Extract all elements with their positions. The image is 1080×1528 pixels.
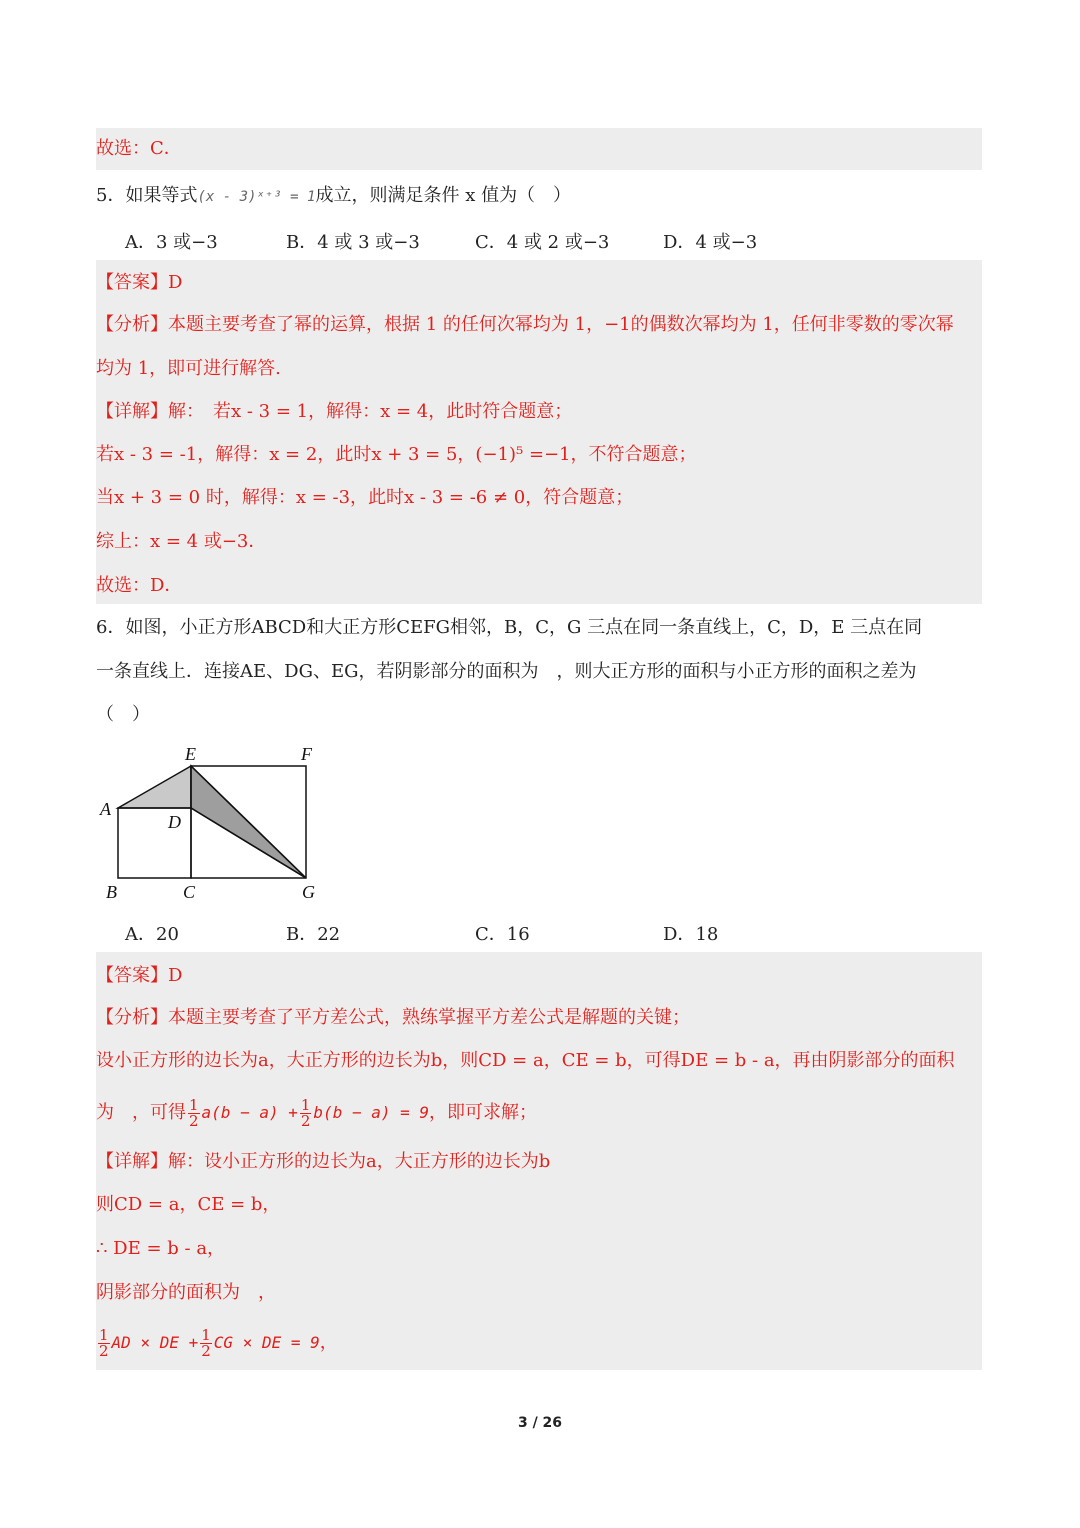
fraction-numerator: 1 <box>99 1325 109 1344</box>
q6-option-d <box>663 920 718 946</box>
q6-analysis-text2: 设小正方形的边长为a，大正方形的边长为b，则CD = a，CE = b，可得DE = b - a，再由阴影部分的面积 <box>96 1050 955 1071</box>
q5-answer <box>96 260 982 302</box>
label-b: B <box>106 882 117 902</box>
q5-analysis-text2: 均为 1，即可进行解答. <box>96 358 281 379</box>
q6-analysis-text3-post: ，即可求解； <box>429 1102 538 1123</box>
q4-conclusion <box>96 128 982 170</box>
q6-detail-line2 <box>96 1182 982 1228</box>
label-a: A <box>100 799 111 819</box>
q5-suffix: 成立，则满足条件 x 值为（ ） <box>315 185 572 206</box>
q5-answer-text: 【答案】D <box>96 272 183 293</box>
label-c: C <box>183 882 196 902</box>
q5-detail-line4 <box>96 520 982 564</box>
q5-conclusion-text: 故选：D． <box>96 575 183 596</box>
q5-option-b-letter: B． <box>286 232 318 253</box>
q6-option-b <box>286 920 340 946</box>
q5-expression: (x - 3)ˣ⁺³ = 1 <box>197 189 316 205</box>
q5-option-b-text: 4 或 3 或−3 <box>317 232 420 253</box>
q6-detail-text1: 【详解】解：设小正方形的边长为a，大正方形的边长为b <box>96 1151 551 1172</box>
q6-stem-text2: 一条直线上．连接AE、DG、EG，若阴影部分的面积为 ，则大正方形的面积与小正方形的面积之差为 <box>96 661 917 682</box>
q6-detail-expr2: CG × DE = 9 <box>213 1333 320 1352</box>
q6-detail-expr1: AD × DE + <box>111 1333 199 1352</box>
fraction-denominator: 2 <box>201 1341 211 1360</box>
fraction-half-4 <box>200 1325 212 1360</box>
segment-dg <box>191 808 306 878</box>
q6-detail-text4: 阴影部分的面积为 ， <box>96 1282 276 1303</box>
q6-option-c <box>475 920 530 946</box>
q5-option-c <box>475 228 609 254</box>
q6-stem-line3 <box>96 703 982 727</box>
q6-option-d-text: 18 <box>695 924 719 945</box>
q5-detail-line3 <box>96 476 982 520</box>
fraction-denominator: 2 <box>99 1341 109 1360</box>
q6-stem-line2 <box>96 660 982 684</box>
q6-detail-text3: ∴ DE = b - a， <box>96 1238 226 1259</box>
q6-analysis-expr1: a(b − a) + <box>201 1103 298 1122</box>
q6-option-c-letter: C． <box>475 924 507 945</box>
q6-option-a-letter: A． <box>125 924 156 945</box>
shaded-triangle-aed <box>118 766 191 808</box>
q4-conclusion-text: 故选：C． <box>96 138 182 159</box>
q6-analysis-expr2: b(b − a) = 9 <box>313 1103 430 1122</box>
q5-option-b <box>286 228 420 254</box>
q5-detail-line2 <box>96 434 982 476</box>
label-d: D <box>168 812 181 832</box>
q5-analysis-line2 <box>96 346 982 390</box>
q6-answer-text: 【答案】D <box>96 965 183 986</box>
q6-option-b-letter: B． <box>286 924 318 945</box>
q5-detail-text2: 若x - 3 = -1，解得：x = 2，此时x + 3 = 5，(−1)⁵ =−1，不符合题意； <box>96 444 697 465</box>
q6-detail-text5-post: ， <box>319 1332 338 1353</box>
page-number: 3 / 26 <box>517 1415 563 1431</box>
label-g: G <box>302 882 315 902</box>
fraction-numerator: 1 <box>189 1095 199 1114</box>
q6-detail-line4 <box>96 1270 982 1316</box>
q5-option-a-letter: A． <box>125 232 156 253</box>
q6-stem-text3: （ ） <box>96 704 150 725</box>
segment-eg <box>191 766 306 878</box>
q5-prefix: 5．如果等式 <box>96 185 198 206</box>
q6-analysis-text1: 【分析】本题主要考查了平方差公式，熟练掌握平方差公式是解题的关键； <box>96 1007 690 1028</box>
fraction-numerator: 1 <box>300 1095 311 1114</box>
q6-geometry-figure <box>96 738 336 908</box>
q5-stem <box>96 184 982 208</box>
q5-detail-text4: 综上：x = 4 或−3． <box>96 531 267 552</box>
q5-analysis-text1: 【分析】本题主要考查了幂的运算，根据 1 的任何次幂均为 1，−1的偶数次幂均为 1，任何非零数的零次幂 <box>96 314 954 335</box>
q6-option-a-text: 20 <box>156 924 179 945</box>
q5-option-a-text: 3 或−3 <box>156 232 218 253</box>
q6-detail-line5 <box>96 1316 982 1370</box>
q6-detail-text2: 则CD = a，CE = b， <box>96 1194 281 1215</box>
q5-option-d <box>663 228 757 254</box>
q5-option-a <box>125 228 218 254</box>
fraction-half-3 <box>98 1325 110 1360</box>
q5-option-d-letter: D． <box>663 232 696 253</box>
q6-analysis-text3-pre: 为 ，可得 <box>96 1102 186 1123</box>
q6-option-c-text: 16 <box>506 924 530 945</box>
q5-detail-line1 <box>96 390 982 434</box>
label-f: F <box>301 744 312 764</box>
q5-conclusion <box>96 564 982 604</box>
q6-analysis-line3 <box>96 1084 982 1142</box>
q6-option-d-letter: D． <box>663 924 696 945</box>
q6-detail-line1 <box>96 1142 982 1182</box>
fraction-denominator: 2 <box>300 1111 311 1130</box>
q5-analysis-line1 <box>96 302 982 346</box>
q6-detail-line3 <box>96 1228 982 1270</box>
q6-option-a <box>125 920 179 946</box>
q5-option-d-text: 4 或−3 <box>695 232 758 253</box>
q6-stem-text1: 6．如图，小正方形ABCD和大正方形CEFG相邻，B，C，G 三点在同一条直线上，C，D，E 三点在同 <box>96 617 923 638</box>
label-e: E <box>185 744 196 764</box>
fraction-denominator: 2 <box>189 1111 199 1130</box>
q5-option-c-text: 4 或 2 或−3 <box>506 232 610 253</box>
fraction-half-1 <box>188 1095 200 1130</box>
fraction-numerator: 1 <box>201 1325 211 1344</box>
fraction-half-2 <box>300 1095 312 1130</box>
q5-detail-text1: 【详解】解： 若x - 3 = 1，解得：x = 4，此时符合题意； <box>96 401 573 422</box>
q6-answer <box>96 952 982 996</box>
q6-stem-line1 <box>96 616 982 640</box>
q6-option-b-text: 22 <box>317 924 341 945</box>
q6-analysis-line1 <box>96 996 982 1038</box>
q5-detail-text3: 当x + 3 = 0 时，解得：x = -3，此时x - 3 = -6 ≠ 0，符合题意； <box>96 487 634 508</box>
q6-analysis-line2 <box>96 1038 982 1084</box>
q5-option-c-letter: C． <box>475 232 507 253</box>
